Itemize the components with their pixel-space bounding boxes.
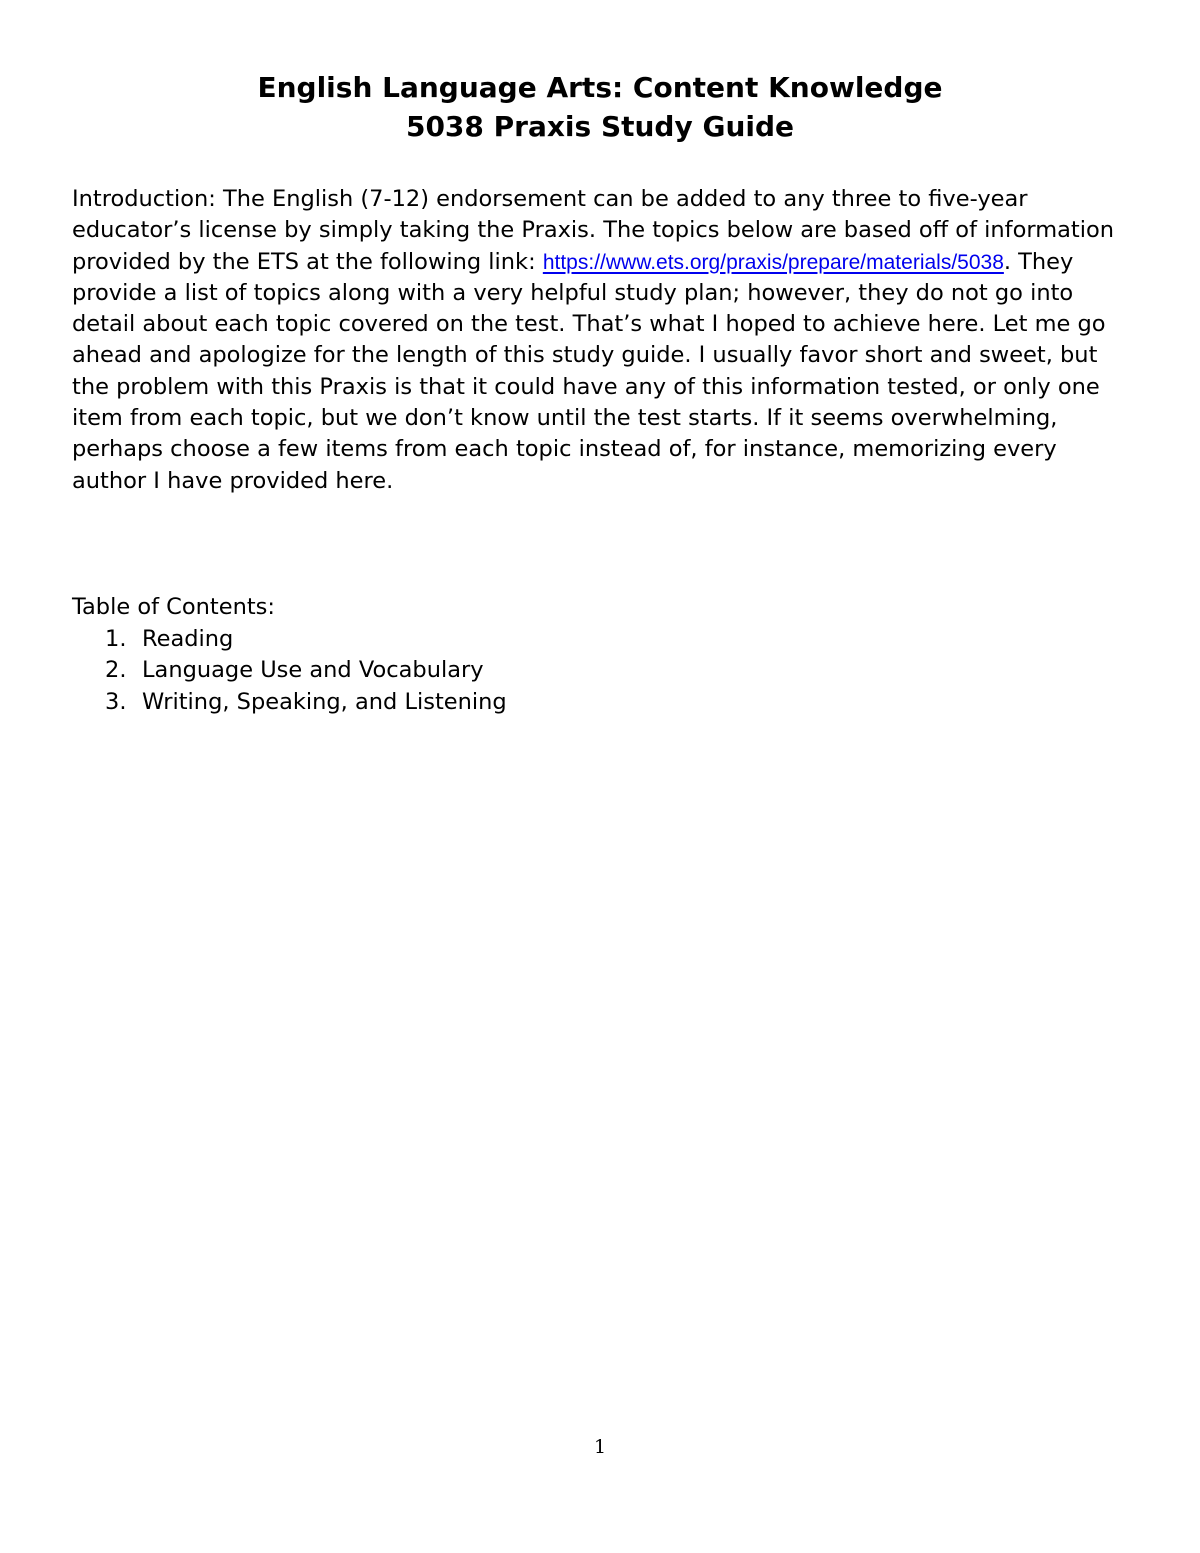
toc-item-label: Reading (142, 625, 234, 652)
toc-item-language-use (72, 655, 1132, 687)
intro-text-end: . They provide a list of topics along with a very helpful study plan; however, they do not go into detail about each topic covered on the test. That’s what I hoped to achieve here. Let me go ahead and apologize for the length of this study guide. I usually favor short and sweet, but the problem with this Praxis is that it could have any of this information tested, or only one item from each topic, but we don’t know until the test starts. If it seems overwhelming, perhaps choose a few items from each topic instead of, for instance, memorizing every author I have provided here. (72, 248, 1106, 494)
introduction-paragraph (72, 184, 1132, 497)
intro-text-start: Introduction: The English (7-12) endorsement can be added to any three to five-year educator’s license by simply taking the Praxis. The topics below are based off of information provided by the ETS at the following link: (72, 186, 1114, 275)
document-title (0, 68, 1200, 146)
title-line-2: 5038 Praxis Study Guide (405, 110, 795, 143)
toc-item-writing-speaking (72, 687, 1132, 719)
table-of-contents (72, 592, 1132, 718)
toc-item-number: 1. (105, 625, 127, 652)
toc-item-label: Language Use and Vocabulary (142, 657, 484, 683)
toc-item-label: Writing, Speaking, and Listening (142, 688, 507, 715)
toc-item-number: 2. (105, 657, 127, 683)
toc-item-number: 3. (105, 688, 127, 715)
toc-heading: Table of Contents: (72, 594, 275, 620)
toc-item-reading (72, 624, 1132, 656)
page-number: 1 (593, 1436, 607, 1458)
title-line-1: English Language Arts: Content Knowledge (257, 71, 943, 104)
toc-list (72, 624, 1132, 719)
ets-link[interactable]: https://www.ets.org/praxis/prepare/materials/5038 (542, 250, 1004, 274)
